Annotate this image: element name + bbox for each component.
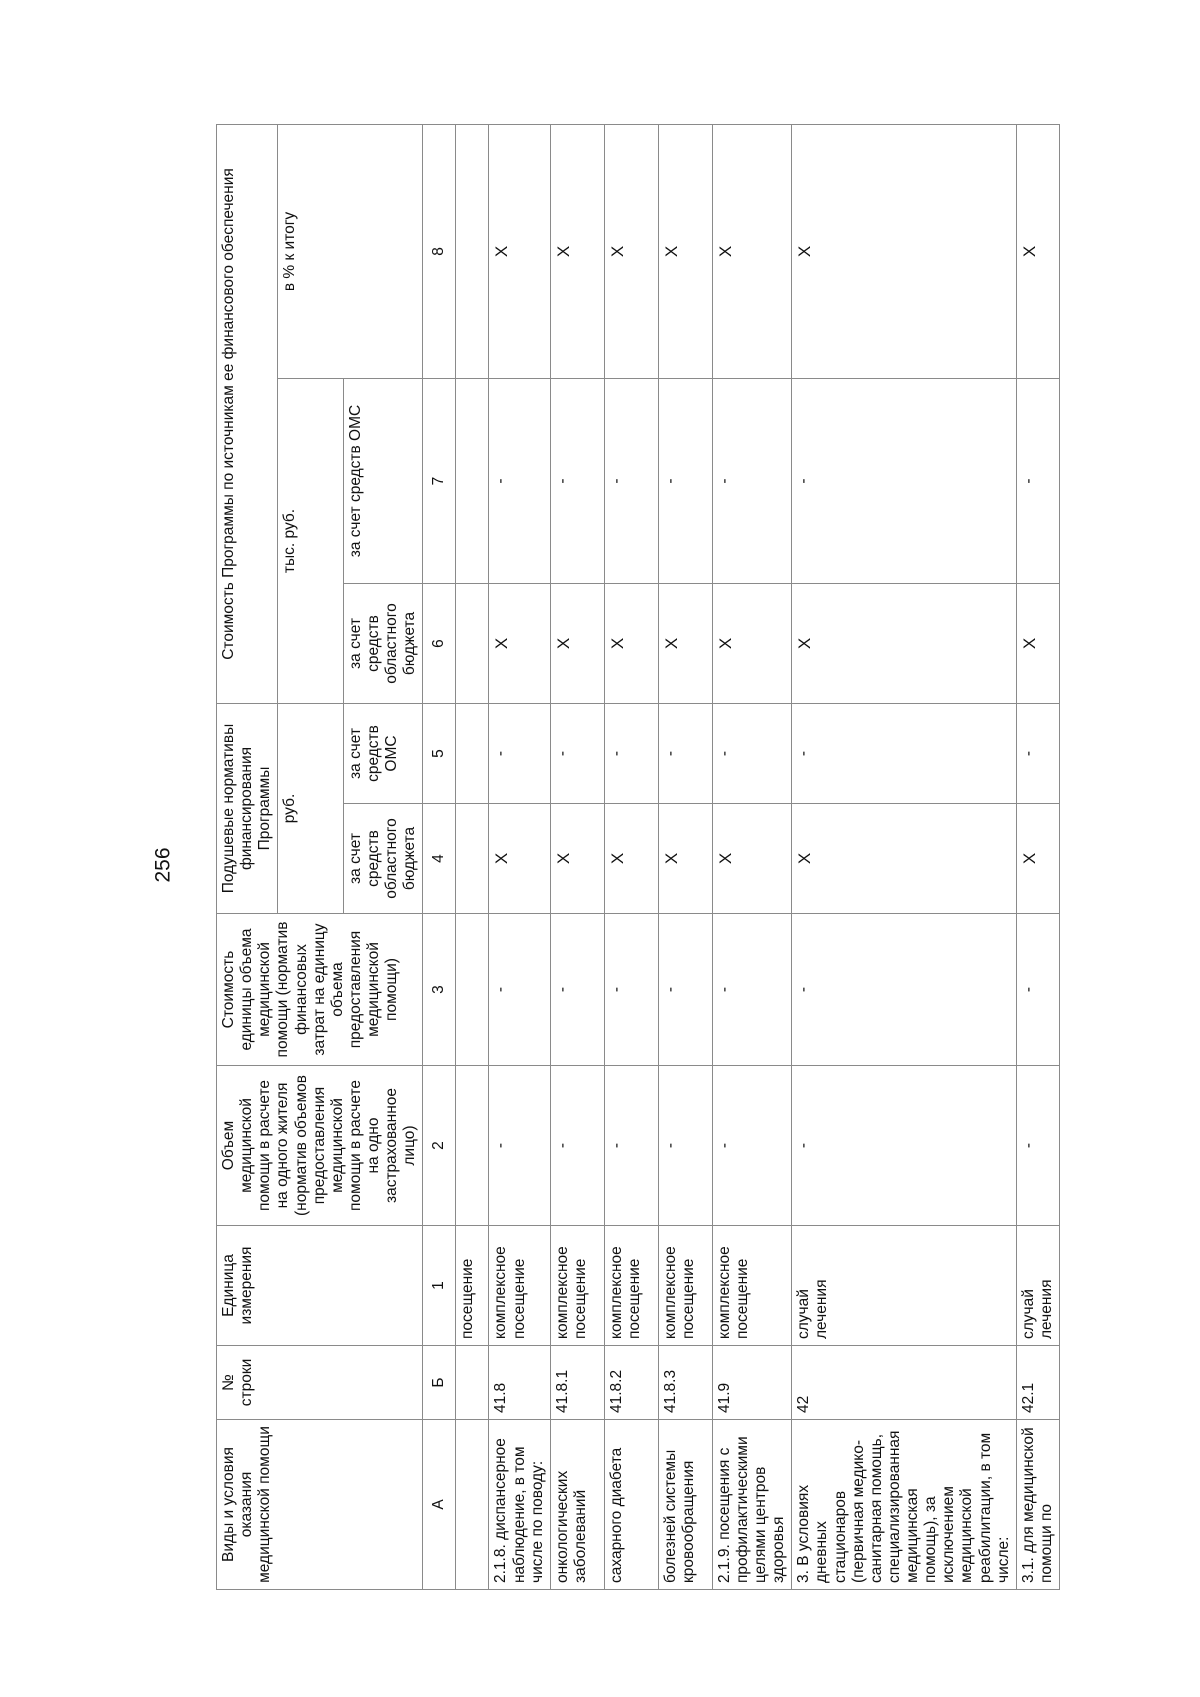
financing-table — [216, 124, 1060, 1590]
col-number: 3 — [423, 914, 456, 1066]
row-name: 3.1. для медицинской помощи по — [1016, 1420, 1059, 1590]
rotated-table-container — [216, 125, 1119, 1590]
row-value-5 — [456, 704, 489, 804]
row-code — [456, 1346, 489, 1420]
row-code: 41.8.3 — [658, 1346, 712, 1420]
row-value-8: Х — [712, 124, 792, 378]
row-value-6 — [456, 584, 489, 704]
header-col-8: в % к итогу — [278, 124, 423, 378]
row-value-2: - — [712, 1066, 792, 1226]
row-unit: комплексное посещение — [489, 1226, 550, 1346]
row-value-8: Х — [1016, 124, 1059, 378]
row-value-6: Х — [604, 584, 658, 704]
header-row-1 — [217, 124, 278, 1589]
row-unit: посещение — [456, 1226, 489, 1346]
row-unit: комплексное посещение — [658, 1226, 712, 1346]
row-value-7 — [456, 379, 489, 584]
row-code: 41.8 — [489, 1346, 550, 1420]
row-code: 42 — [792, 1346, 1017, 1420]
row-value-7: - — [489, 379, 550, 584]
header-col-2: Объем медицинской помощи в расчете на одного жителя (норматив объемов предоставления медицинской помощи в расчете на одно застрахованное лицо) — [217, 1066, 423, 1226]
row-value-3 — [456, 914, 489, 1066]
row-code: 41.8.1 — [550, 1346, 604, 1420]
header-col-3: Стоимость единицы объема медицинской помощи (норматив финансовых затрат на единицу объема предоставления медицинской помощи) — [217, 914, 423, 1066]
row-value-8 — [456, 124, 489, 378]
row-value-4: Х — [604, 804, 658, 914]
row-value-3: - — [604, 914, 658, 1066]
row-value-5: - — [604, 704, 658, 804]
row-value-5: - — [489, 704, 550, 804]
row-value-4: Х — [489, 804, 550, 914]
col-number: Б — [423, 1346, 456, 1420]
row-value-7: - — [550, 379, 604, 584]
row-value-2 — [456, 1066, 489, 1226]
row-value-6: Х — [550, 584, 604, 704]
row-value-3: - — [550, 914, 604, 1066]
row-value-4: Х — [550, 804, 604, 914]
header-norms-unit: руб. — [278, 704, 344, 914]
row-value-5: - — [712, 704, 792, 804]
row-name: 2.1.8. диспансерное наблюдение, в том числе по поводу: — [489, 1420, 550, 1590]
header-group-cost: Стоимость Программы по источникам ее финансового обеспечения — [217, 124, 278, 703]
header-cost-unit: тыс. руб. — [278, 379, 344, 704]
row-value-2: - — [550, 1066, 604, 1226]
header-col-6: за счет средств областного бюджета — [343, 584, 423, 704]
row-name: сахарного диабета — [604, 1420, 658, 1590]
row-value-6: Х — [1016, 584, 1059, 704]
row-value-4 — [456, 804, 489, 914]
col-number: 7 — [423, 379, 456, 584]
col-number: 1 — [423, 1226, 456, 1346]
row-value-4: Х — [658, 804, 712, 914]
row-unit: случай лечения — [792, 1226, 1017, 1346]
table-row — [604, 124, 658, 1589]
col-number: 8 — [423, 124, 456, 378]
table-row — [1016, 124, 1059, 1589]
table-row — [489, 124, 550, 1589]
col-number: 6 — [423, 584, 456, 704]
row-unit: случай лечения — [1016, 1226, 1059, 1346]
header-group-norms: Подушевые нормативы финансирования Программы — [217, 704, 278, 914]
row-value-6: Х — [792, 584, 1017, 704]
table-row — [658, 124, 712, 1589]
row-value-8: Х — [489, 124, 550, 378]
table-row — [550, 124, 604, 1589]
col-number: 2 — [423, 1066, 456, 1226]
row-value-3: - — [1016, 914, 1059, 1066]
row-value-5: - — [1016, 704, 1059, 804]
row-value-8: Х — [658, 124, 712, 378]
row-value-2: - — [1016, 1066, 1059, 1226]
header-col-a: Виды и условия оказания медицинской помощи — [217, 1420, 423, 1590]
row-code: 41.9 — [712, 1346, 792, 1420]
row-value-7: - — [604, 379, 658, 584]
row-unit: комплексное посещение — [712, 1226, 792, 1346]
table-row — [712, 124, 792, 1589]
row-value-4: Х — [792, 804, 1017, 914]
row-value-2: - — [792, 1066, 1017, 1226]
row-value-8: Х — [604, 124, 658, 378]
row-value-8: Х — [550, 124, 604, 378]
row-value-7: - — [1016, 379, 1059, 584]
header-col-7: за счет средств ОМС — [343, 379, 423, 584]
row-value-3: - — [792, 914, 1017, 1066]
row-name: онкологических заболеваний — [550, 1420, 604, 1590]
column-numbering-row — [423, 124, 456, 1589]
row-value-7: - — [712, 379, 792, 584]
row-value-6: Х — [658, 584, 712, 704]
table-row — [456, 124, 489, 1589]
row-value-8: Х — [792, 124, 1017, 378]
row-code: 41.8.2 — [604, 1346, 658, 1420]
row-value-4: Х — [712, 804, 792, 914]
row-name — [456, 1420, 489, 1590]
row-value-5: - — [792, 704, 1017, 804]
row-value-7: - — [658, 379, 712, 584]
header-col-5: за счет средств ОМС — [343, 704, 423, 804]
row-value-2: - — [658, 1066, 712, 1226]
row-value-6: Х — [712, 584, 792, 704]
header-col-1: Единица измерения — [217, 1226, 423, 1346]
row-name: 2.1.9. посещения с профилактическими целями центров здоровья — [712, 1420, 792, 1590]
row-name: 3. В условиях дневных стационаров (первичная медико-санитарная помощь, специализированная медицинская помощь), за исключением медицинской реабилитации, в том числе: — [792, 1420, 1017, 1590]
table-row — [792, 124, 1017, 1589]
row-value-3: - — [712, 914, 792, 1066]
col-number: А — [423, 1420, 456, 1590]
row-value-5: - — [658, 704, 712, 804]
row-name: болезней системы кровообращения — [658, 1420, 712, 1590]
row-value-7: - — [792, 379, 1017, 584]
row-value-2: - — [489, 1066, 550, 1226]
row-value-6: Х — [489, 584, 550, 704]
row-value-5: - — [550, 704, 604, 804]
header-col-4: за счет средств областного бюджета — [343, 804, 423, 914]
row-unit: комплексное посещение — [604, 1226, 658, 1346]
col-number: 5 — [423, 704, 456, 804]
row-code: 42.1 — [1016, 1346, 1059, 1420]
header-col-b: № строки — [217, 1346, 423, 1420]
row-value-3: - — [489, 914, 550, 1066]
row-value-2: - — [604, 1066, 658, 1226]
row-value-3: - — [658, 914, 712, 1066]
row-unit: комплексное посещение — [550, 1226, 604, 1346]
page-number-text: 256 — [151, 847, 175, 883]
page-number — [146, 845, 182, 885]
col-number: 4 — [423, 804, 456, 914]
row-value-4: Х — [1016, 804, 1059, 914]
